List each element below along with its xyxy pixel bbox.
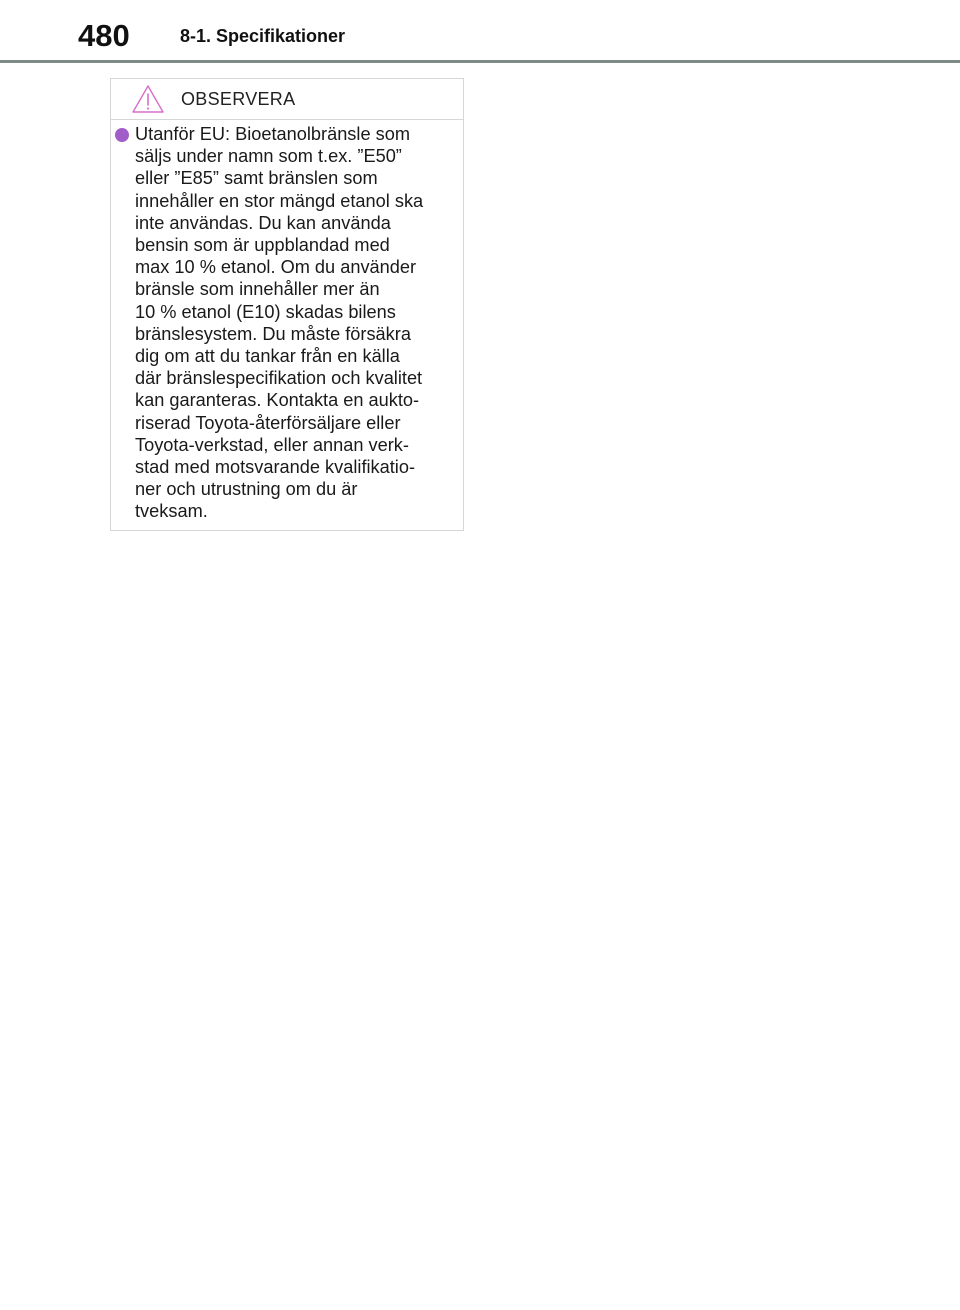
- notice-box: [110, 78, 464, 531]
- bullet-text: [135, 123, 449, 523]
- text-line: tveksam.: [135, 501, 208, 522]
- notice-body: [111, 120, 463, 523]
- text-line: 10 % etanol (E10) skadas bilens: [135, 301, 396, 322]
- text-line: ner och utrustning om du är: [135, 479, 358, 500]
- page-number: 480: [78, 18, 130, 53]
- text-line: eller ”E85” samt bränslen som: [135, 168, 378, 189]
- bullet-dot-icon: [115, 128, 129, 142]
- text-line: bensin som är uppblandad med: [135, 235, 390, 256]
- text-line: Toyota-verkstad, eller annan verk-: [135, 434, 409, 455]
- warning-triangle-icon: [131, 84, 165, 114]
- text-line: innehåller en stor mängd etanol ska: [135, 190, 424, 211]
- page-header: [0, 0, 960, 62]
- text-line: där bränslespecifikation och kvalitet: [135, 368, 423, 389]
- text-line: bränslesystem. Du måste försäkra: [135, 323, 411, 344]
- notice-header: [111, 79, 463, 120]
- text-line: stad med motsvarande kvalifikatio-: [135, 457, 416, 478]
- text-line: dig om att du tankar från en källa: [135, 346, 400, 367]
- text-line: inte användas. Du kan använda: [135, 212, 391, 233]
- text-line: Utanför EU: Bioetanolbränsle som: [135, 124, 410, 144]
- header-rule: [0, 60, 960, 63]
- text-line: säljs under namn som t.ex. ”E50”: [135, 146, 402, 167]
- text-line: riserad Toyota-återförsäljare eller: [135, 412, 401, 433]
- section-title: 8-1. Specifikationer: [180, 26, 346, 46]
- text-line: max 10 % etanol. Om du använder: [135, 257, 417, 278]
- text-line: bränsle som innehåller mer än: [135, 279, 380, 300]
- notice-title: OBSERVERA: [181, 89, 296, 109]
- text-line: kan garanteras. Kontakta en aukto-: [135, 390, 420, 411]
